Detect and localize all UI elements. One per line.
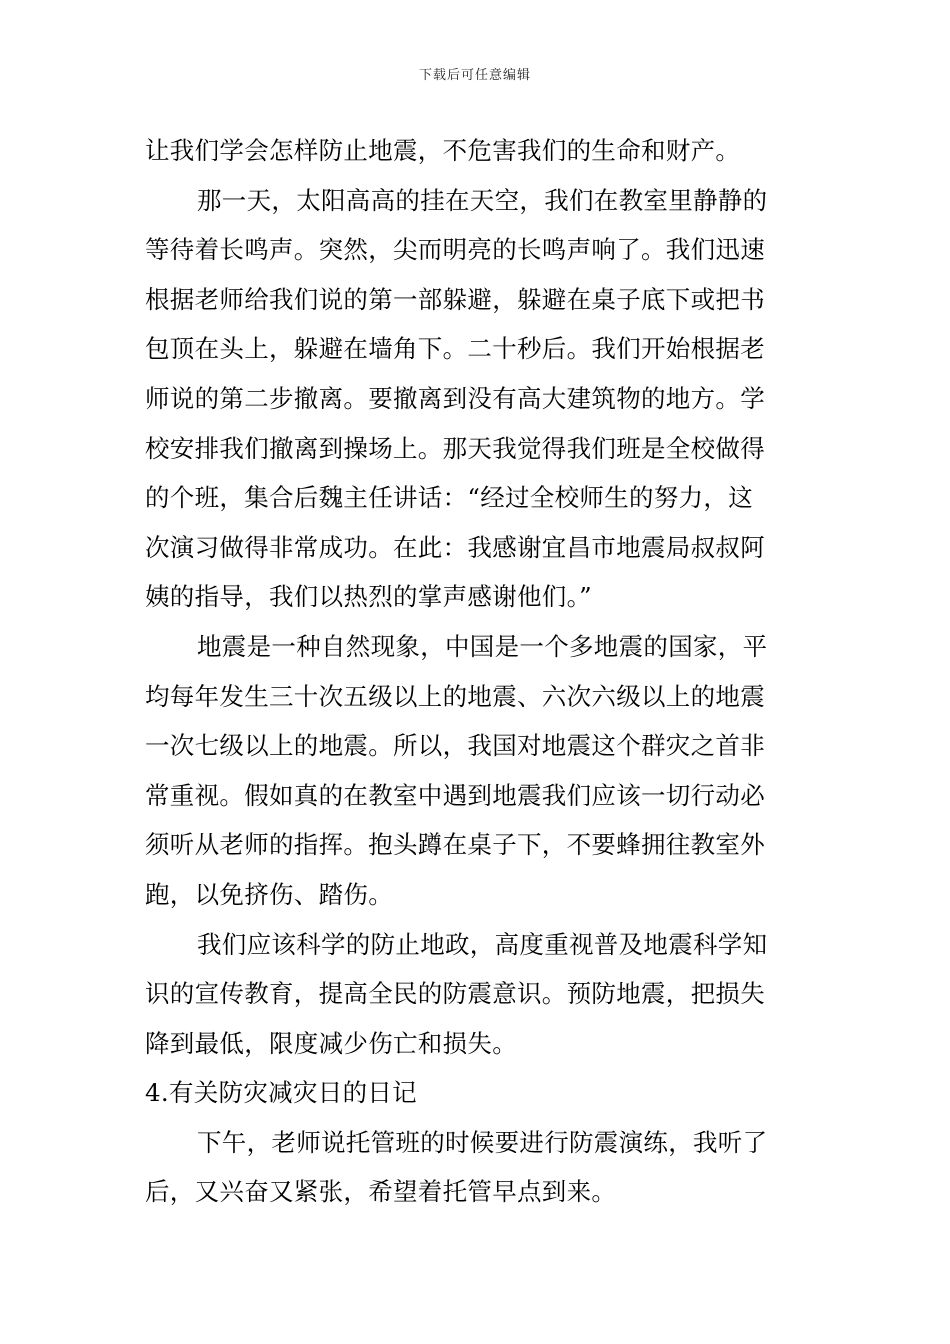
text-line: 一次七级以上的地震。所以，我国对地震这个群灾之首非 <box>145 731 765 761</box>
section-heading: 4.有关防灾减灾日的日记 <box>145 1078 417 1108</box>
text-line: 跑，以免挤伤、踏伤。 <box>145 879 393 909</box>
text-line: 常重视。假如真的在教室中遇到地震我们应该一切行动必 <box>145 780 765 810</box>
text-line: 的个班，集合后魏主任讲话：“经过全校师生的努力，这 <box>145 483 754 513</box>
text-line: 姨的指导，我们以热烈的掌声感谢他们。” <box>145 582 592 612</box>
text-line: 须听从老师的指挥。抱头蹲在桌子下，不要蜂拥往教室外 <box>145 830 765 860</box>
text-line: 包顶在头上，躲避在墙角下。二十秒后。我们开始根据老 <box>145 334 765 364</box>
text-line: 让我们学会怎样防止地震，不危害我们的生命和财产。 <box>145 136 741 165</box>
text-line: 后，又兴奋又紧张，希望着托管早点到来。 <box>145 1177 617 1207</box>
text-line: 根据老师给我们说的第一部躲避，躲避在桌子底下或把书 <box>145 284 765 314</box>
text-line: 均每年发生三十次五级以上的地震、六次六级以上的地震 <box>145 681 765 711</box>
text-line: 次演习做得非常成功。在此：我感谢宜昌市地震局叔叔阿 <box>145 532 765 562</box>
paragraph-start-line: 我们应该科学的防止地政，高度重视普及地震科学知 <box>197 929 768 959</box>
document-body <box>145 126 809 1217</box>
paragraph-start-line: 那一天，太阳高高的挂在天空，我们在教室里静静的 <box>197 185 768 215</box>
page-header: 下载后可任意编辑 <box>418 68 531 83</box>
text-line: 校安排我们撤离到操场上。那天我觉得我们班是全校做得 <box>145 433 765 463</box>
text-line: 等待着长鸣声。突然，尖而明亮的长鸣声响了。我们迅速 <box>145 235 765 265</box>
text-line: 降到最低，限度减少伤亡和损失。 <box>145 1028 517 1058</box>
paragraph-start-line: 下午，老师说托管班的时候要进行防震演练，我听了 <box>197 1127 768 1157</box>
text-line: 师说的第二步撤离。要撤离到没有高大建筑物的地方。学 <box>145 383 765 413</box>
text-line: 识的宣传教育，提高全民的防震意识。预防地震，把损失 <box>145 979 765 1009</box>
paragraph-start-line: 地震是一种自然现象，中国是一个多地震的国家，平 <box>197 631 768 661</box>
